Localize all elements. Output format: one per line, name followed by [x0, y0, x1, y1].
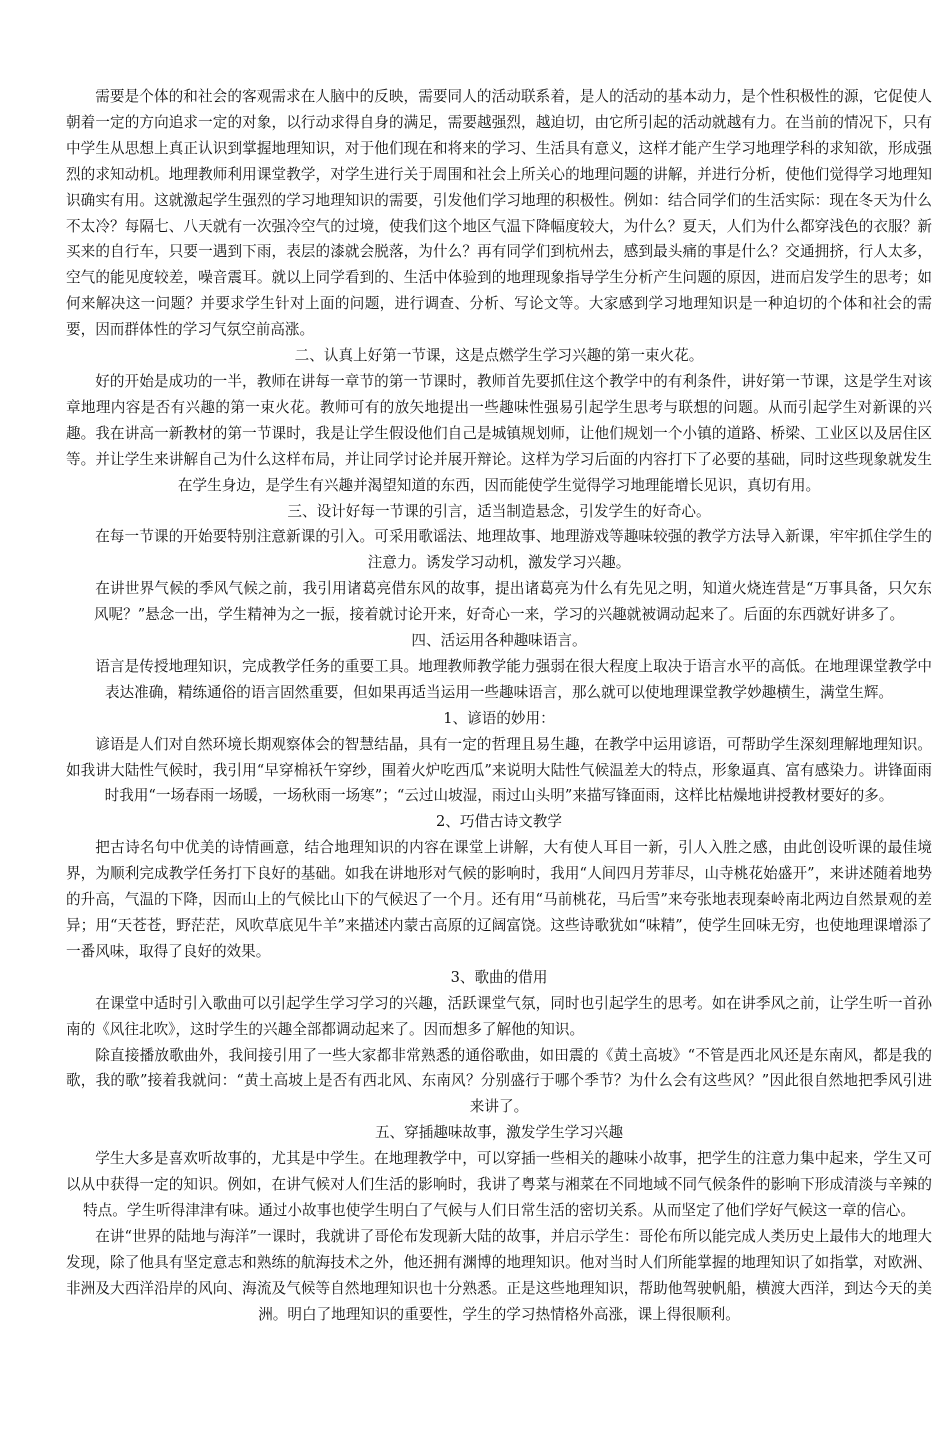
- paragraph-need-motivation: 需要是个体的和社会的客观需求在人脑中的反映，需要同人的活动联系着，是人的活动的基本动力，是个性积极性的源，它促使人朝着一定的方向追求一定的对象，以行动求得自身的满足，需要越强烈，越迫切，由它所引起的活动就越有力。在当前的情况下，只有中学生从思想上真正认识到掌握地理知识，对于他们现在和将来的学习、生活具有意义，这样才能产生学习地理学科的求知欲，形成强烈的求知动机。地理教师利用课堂教学，对学生进行关于周围和社会上所关心的地理问题的讲解，并进行分析，使他们觉得学习地理知识确实有用。这就激起学生强烈的学习地理知识的需要，引发他们学习地理的积极性。例如：结合同学们的生活实际：现在冬天为什么不太冷？每隔七、八天就有一次强冷空气的过境，使我们这个地区气温下降幅度较大，为什么？夏天，人们为什么都穿浅色的衣服？新买来的自行车，只要一遇到下雨，表层的漆就会脱落，为什么？再有同学们到杭州去，感到最头痛的事是什么？交通拥挤，行人太多，空气的能见度较差，噪音震耳。就以上同学看到的、生活中体验到的地理现象指导学生分析产生问题的原因，进而启发学生的思考；如何来解决这一问题？并要求学生针对上面的问题，进行调查、分析、写论文等。大家感到学习地理知识是一种迫切的个体和社会的需要，因而群体性的学习气氛空前高涨。: [66, 88, 932, 339]
- paragraph-proverbs: 谚语是人们对自然环境长期观察体会的智慧结晶，具有一定的哲理且易生趣，在教学中运用谚语，可帮助学生深刻理解地理知识。如我讲大陆性气候时，我引用“早穿棉袄午穿纱，围着火炉吃西瓜”来说明大陆性气候温差大的特点，形象逼真、富有感染力。讲锋面雨时我用“一场春雨一场暖，一场秋雨一场寒”；“云过山坡湿，雨过山头明”来描写锋面雨，这样比枯燥地讲授教材要好的多。: [66, 735, 932, 805]
- paragraph-ancient-poems: 把古诗名句中优美的诗情画意，结合地理知识的内容在课堂上讲解，大有使人耳目一新，引人入胜之感，由此创设听课的最佳境界，为顺利完成教学任务打下良好的基础。如我在讲地形对气候的影响时，我用“人间四月芳菲尽，山寺桃花始盛开”，来讲述随着地势的升高，气温的下降，因而山上的气候比山下的气候迟了一个月。还有用“马前桃花，马后雪”来夸张地表现秦岭南北两边自然景观的差异；用“天苍苍，野茫茫，风吹草底见牛羊”来描述内蒙古高原的辽阔富饶。这些诗歌犹如“味精”，使学生回味无穷，也使地理课增添了一番风味，取得了良好的效果。: [66, 839, 932, 960]
- heading-section-5: 五、穿插趣味故事，激发学生学习兴趣: [374, 1124, 624, 1142]
- subheading-ancient-poems: 2、巧借古诗文教学: [435, 813, 563, 831]
- subheading-proverbs: 1、谚语的妙用：: [443, 709, 555, 727]
- paragraph-lesson-intro: 在每一节课的开始要特别注意新课的引入。可采用歌谣法、地理故事、地理游戏等趣味较强的教学方法导入新课，牢牢抓住学生的注意力。诱发学习动机，激发学习兴趣。: [95, 528, 932, 572]
- heading-section-4: 四、活运用各种趣味语言。: [411, 632, 587, 650]
- paragraph-songs-example: 除直接播放歌曲外，我间接引用了一些大家都非常熟悉的通俗歌曲，如田震的《黄土高坡》“不管是西北风还是东南风，都是我的歌，我的歌”接着我就问：“黄土高坡上是否有西北风、东南风？分别盛行于哪个季节？为什么会有这些风？”因此很自然地把季风引进来讲了。: [66, 1046, 932, 1116]
- paragraph-east-wind-story: 在讲世界气候的季风气候之前，我引用诸葛亮借东风的故事，提出诸葛亮为什么有先见之明，知道火烧连营是“万事具备，只欠东风呢？”悬念一出，学生精神为之一振，接着就讨论开来，好奇心一来，学习的兴趣就被调动起来了。后面的东西就好讲多了。: [93, 580, 932, 624]
- subheading-songs: 3、歌曲的借用: [450, 968, 548, 986]
- paragraph-columbus: 在讲“世界的陆地与海洋”一课时，我就讲了哥伦布发现新大陆的故事，并启示学生：哥伦布所以能完成人类历史上最伟大的地理大发现，除了他具有坚定意志和熟练的航海技术之外，他还拥有渊博的地理知识。他对当时人们所能掌握的地理知识了如指掌，对欧洲、非洲及大西洋沿岸的风向、海流及气候等自然地理知识也十分熟悉。正是这些地理知识，帮助他驾驶帆船，横渡大西洋，到达今天的美洲。明白了地理知识的重要性，学生的学习热情格外高涨，课上得很顺利。: [66, 1227, 932, 1323]
- paragraph-stories: 学生大多是喜欢听故事的，尤其是中学生。在地理教学中，可以穿插一些相关的趣味小故事，把学生的注意力集中起来，学生又可以从中获得一定的知识。例如，在讲气候对人们生活的影响时，我讲了粤菜与湘菜在不同地域不同气候条件的影响下形成清淡与辛辣的特点。学生听得津津有味。通过小故事也使学生明白了气候与人们日常生活的密切关系。从而坚定了他们学好气候这一章的信心。: [66, 1150, 932, 1219]
- paragraph-songs-intro: 在课堂中适时引入歌曲可以引起学生学习学习的兴趣，活跃课堂气氛，同时也引起学生的思考。如在讲季风之前，让学生听一首孙南的《风往北吹》，这时学生的兴趣全部都调动起来了。因而想多了解他的知识。: [66, 994, 932, 1038]
- paragraph-fun-language: 语言是传授地理知识，完成教学任务的重要工具。地理教师教学能力强弱在很大程度上取决于语言水平的高低。在地理课堂教学中表达准确，精练通俗的语言固然重要，但如果再适当运用一些趣味语言，那么就可以使地理课堂教学妙趣横生，满堂生辉。: [95, 657, 932, 701]
- paragraph-first-lesson: 好的开始是成功的一半，教师在讲每一章节的第一节课时，教师首先要抓住这个教学中的有利条件，讲好第一节课，这是学生对该章地理内容是否有兴趣的第一束火花。教师可有的放矢地提出一些趣味性强易引起学生思考与联想的问题。从而引起学生对新课的兴趣。我在讲高一新教材的第一节课时，我是让学生假设他们自己是城镇规划师，让他们规划一个小镇的道路、桥梁、工业区以及居住区等。并让学生来讲解自己为什么这样布局，并让同学讨论并展开辩论。这样为学习后面的内容打下了必要的基础，同时这些现象就发生在学生身边，是学生有兴趣并渴望知道的东西，因而能使学生觉得学习地理能增长见识，真切有用。: [66, 372, 932, 494]
- heading-section-2: 二、认真上好第一节课，这是点燃学生学习兴趣的第一束火花。: [294, 347, 704, 365]
- document-body: [66, 84, 932, 1328]
- heading-section-3: 三、设计好每一节课的引言，适当制造悬念，引发学生的好奇心。: [287, 502, 711, 520]
